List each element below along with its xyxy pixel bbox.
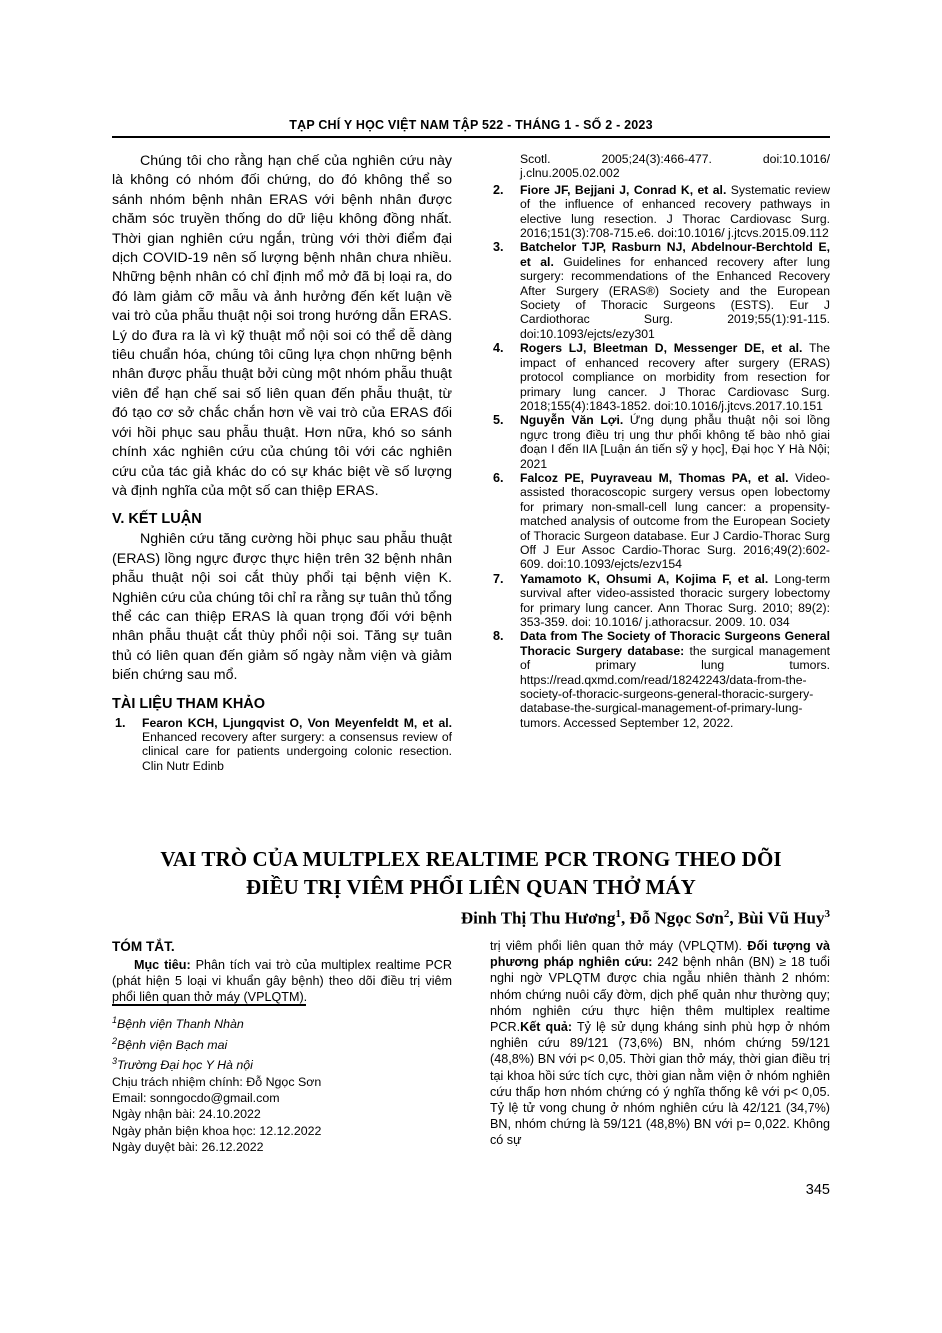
reference-list-left xyxy=(112,716,452,774)
abstract-label-methods: Đối tượng và phương pháp nghiên cứu: xyxy=(490,939,830,970)
reference-item xyxy=(490,629,830,730)
abstract-text-results: Tỷ lệ sử dụng kháng sinh phù hợp ở nhóm nghiên cứu 89/121 (73,6%) BN, nhóm chứng 59/121 (48,8%) BN với p< 0,05. Thời gian thở máy, thời gian điều trị tại khoa hồi sức tích cực, thời gian nằm viện ở nhóm nghiên cứu thấp hơn nhóm chứng có ý nghĩa thống kê với p< 0,05. Tỷ lệ tử vong chung ở nhóm nghiên cứu là 42/121 (34,7%) BN, nhóm chứng là 59/121 (48,8%) BN với p= 0,022. Không có sự xyxy=(490,1020,830,1148)
reference-number: 4. xyxy=(493,341,504,356)
reference-item xyxy=(490,240,830,341)
reference-number: 2. xyxy=(493,182,504,197)
page-number: 345 xyxy=(805,1182,830,1198)
article-columns xyxy=(112,152,830,832)
abstract-heading: TÓM TẮT. xyxy=(112,939,175,954)
affiliation-1-text: Bệnh viện Thanh Nhàn xyxy=(117,1017,244,1032)
reference-number: 3. xyxy=(493,240,504,255)
abstract-label-results: Kết quả: xyxy=(520,1020,573,1035)
article-title xyxy=(112,845,830,901)
abstract-left-column xyxy=(112,938,452,1006)
header-rule xyxy=(112,136,830,138)
abstract-methods-results xyxy=(490,938,830,1149)
reference-item xyxy=(490,413,830,471)
abstract-right-column xyxy=(490,938,830,1149)
reference-number: 1. xyxy=(115,715,126,730)
reference-authors: Yamamoto K, Ohsumi A, Kojima F, et al. xyxy=(520,571,769,586)
reference-1-continuation: Scotl. 2005;24(3):466-477. doi:10.1016/ j.clnu.2005.02.002 xyxy=(520,152,830,181)
corresponding-author: Chịu trách nhiệm chính: Đỗ Ngọc Sơn xyxy=(112,1074,322,1089)
corresponding-email[interactable]: Email: sonngocdo@gmail.com xyxy=(112,1091,280,1105)
reference-authors: Fearon KCH, Ljungqvist O, Von Meyenfeldt M, et al. xyxy=(142,715,452,730)
affiliation-2 xyxy=(112,1033,452,1054)
abstract-text-objective: Phân tích vai trò của multiplex realtime PCR (phát hiện 5 loại vi khuẩn gây bệnh) theo dõi điều trị viêm phổi liên quan thở máy (VPLQTM). xyxy=(112,958,452,1005)
reference-number: 7. xyxy=(493,571,504,586)
date-reviewed: Ngày phản biện khoa học: 12.12.2022 xyxy=(112,1123,322,1138)
affiliation-1-marker: 1 xyxy=(112,1015,118,1025)
reference-authors: Rogers LJ, Bleetman D, Messenger DE, et al. xyxy=(520,341,803,356)
article-title-line-2: ĐIỀU TRỊ VIÊM PHỔI LIÊN QUAN THỞ MÁY xyxy=(246,875,696,899)
abstract-text-methods: 242 bệnh nhân (BN) ≥ 18 tuổi nghi ngờ VPLQTM được chia ngẫu nhiên thành 2 nhóm: nhóm chứng nuôi cấy đờm, dịch phế quản như thường quy; nhóm nghiên cứu thực hiện thêm multiplex realtime PCR. xyxy=(490,955,830,1035)
discussion-paragraph: Chúng tôi cho rằng hạn chế của nghiên cứu này là không có nhóm đối chứng, do đó không thể so sánh nhóm bệnh nhân ERAS với bệnh nhân được chăm sóc truyền thống do dữ liệu không đồng nhất. Thời gian nghiên cứu ngắn, trùng với thời điểm đại dịch COVID-19 nên số lượng bệnh nhân chưa nhiều. Những bệnh nhân có chỉ định mổ mở đã bị loại ra, do đó làm giảm cỡ mẫu và ảnh hưởng đến kết luận về vai trò của phẫu thuật nội soi trong hướng dẫn ERAS. Lý do đưa ra là vì kỹ thuật mổ nội soi có thể dễ dàng tiêu chuẩn hóa, chúng tôi cũng lựa chọn những bệnh nhân được phẫu thuật bởi cùng một nhóm phẫu thuật viên để hạn chế sai số liên quan đến phẫu thuật, từ đó tạo cơ sở chắc chắn hơn về vai trò của ERAS đối với hồi phục sau phẫu thuật. Hơn nữa, khó so sánh chính xác nghiên cứu của chúng tôi với các nghiên cứu của tác giả khác do có sự khác biệt về số lượng và định nghĩa của một số can thiệp ERAS. xyxy=(112,153,452,499)
reference-authors: Data from The Society of Thoracic Surgeons General Thoracic Surgery database: xyxy=(520,629,830,658)
reference-item xyxy=(490,572,830,630)
reference-authors: Batchelor TJP, Rasburn NJ, Abdelnour-Berchtold E, et al. xyxy=(520,240,830,269)
reference-text: Long-term survival after video-assisted thoracic surgery lobectomy for primary lung cancer. Ann Thorac Surg. 2010; 89(2): 353-359. doi: 10.1016/ j.athoracsur. 2009. 10. 034 xyxy=(520,571,830,629)
references-heading: TÀI LIỆU THAM KHẢO xyxy=(112,695,266,712)
reference-list-right xyxy=(490,183,830,730)
reference-text: Ứng dụng phẫu thuật nội soi lồng ngực trong điều trị ung thư phổi không tế bào nhỏ giai đoạn I đến IIA [Luận án tiến sỹ y học], Đại học Y Hà Nội; 2021 xyxy=(520,413,830,471)
article-authors: Đinh Thị Thu Hương$^1$, Đỗ Ngọc Sơn$^2$, Bùi Vũ Huy$^3$ xyxy=(460,908,830,928)
reference-text: Video-assisted thoracoscopic surgery versus open lobectomy for primary non-small-cell lung cancer: a propensity-matched analysis of outcome from the European Society of Thoracic Surgeon database. Eur J Cardio-Thorac Surg Off J Eur Assoc Cardio-Thorac Surg. 2016;49(2):602-609. doi:10.1093/ejcts/ezv154 xyxy=(520,470,830,572)
reference-text: The impact of enhanced recovery after surgery (ERAS) protocol compliance on morbidity from resection for primary lung cancer. J Thorac Cardiovasc Surg. 2018;155(4):1843-1852. doi:10.1016/j.jtcvs.2017.10.151 xyxy=(520,341,830,413)
affiliation-3 xyxy=(112,1053,452,1074)
running-head: TẠP CHÍ Y HỌC VIỆT NAM TẬP 522 - THÁNG 1 - SỐ 2 - 2023 xyxy=(289,118,653,132)
affiliation-3-text: Trường Đại học Y Hà nội xyxy=(117,1058,253,1073)
reference-number: 6. xyxy=(493,470,504,485)
affiliation-2-text: Bệnh viện Bạch mai xyxy=(117,1037,228,1052)
right-column xyxy=(490,152,830,730)
abstract-label-objective: Mục tiêu: xyxy=(134,958,191,972)
reference-number: 5. xyxy=(493,413,504,428)
reference-authors: Fiore JF, Bejjani J, Conrad K, et al. xyxy=(520,182,727,197)
abstract-objective-tail: trị viêm phổi liên quan thở máy (VPLQTM). xyxy=(490,939,748,953)
reference-text: the surgical management of primary lung tumors. https://read.qxmd.com/read/18242243/data-from-the-society-of-thoracic-surgeons-general-thoracic-surgery-database-the-surgical-management-of-primary-lung-tumors. Accessed September 12, 2022. xyxy=(520,643,831,730)
reference-authors: Falcoz PE, Puyraveau M, Thomas PA, et al. xyxy=(520,470,789,485)
left-column xyxy=(112,152,452,773)
date-accepted: Ngày duyệt bài: 26.12.2022 xyxy=(112,1140,264,1155)
reference-text: Guidelines for enhanced recovery after lung surgery: recommendations of the Enhanced Recovery After Surgery (ERAS®) Society and the European Society of Thoracic Surgeons (ESTS). Eur J Cardiothorac Surg. 2019;55(1):91-115. doi:10.1093/ejcts/ezy301 xyxy=(520,254,830,341)
affiliation-3-marker: 3 xyxy=(112,1056,118,1067)
reference-item xyxy=(490,471,830,572)
reference-authors: Nguyễn Văn Lợi. xyxy=(520,413,624,428)
abstract-objective xyxy=(112,957,452,1006)
article-title-line-1: VAI TRÒ CỦA MULTPLEX REALTIME PCR TRONG THEO DÕI xyxy=(160,847,782,871)
reference-item xyxy=(490,341,830,413)
reference-number: 8. xyxy=(493,629,504,644)
conclusion-paragraph: Nghiên cứu tăng cường hồi phục sau phẫu thuật (ERAS) lồng ngực được thực hiện trên 32 bệnh nhân phẫu thuật nội soi cắt thùy phổi tại bệnh viện K. Nghiên cứu của chúng tôi chỉ ra rằng sự tuân thủ tổng thể các can thiệp ERAS là quan trọng đối với bệnh nhân phẫu thuật cắt thùy phổi nội soi. Tăng sự tuân thủ có liên quan đến giảm số ngày nằm viện và giảm biến chứng sau mổ. xyxy=(112,531,453,684)
reference-text: Systematic review of the influence of enhanced recovery pathways in elective lung resection. J Thorac Cardiovasc Surg. 2016;151(3):708-715.e6. doi:10.1016/ j.jtcvs.2015.09.112 xyxy=(520,182,830,241)
footnote-block xyxy=(112,1012,452,1156)
reference-item xyxy=(112,716,452,774)
footnote-rule xyxy=(112,1004,306,1006)
affiliation-1 xyxy=(112,1012,452,1033)
reference-text: Enhanced recovery after surgery: a consensus review of clinical care for patients undergoing colonic resection. Clin Nutr Edinb xyxy=(142,729,452,773)
date-received: Ngày nhận bài: 24.10.2022 xyxy=(112,1107,261,1122)
affiliation-2-marker: 2 xyxy=(112,1035,118,1046)
reference-item xyxy=(490,183,830,241)
conclusion-heading: V. KẾT LUẬN xyxy=(112,511,202,528)
